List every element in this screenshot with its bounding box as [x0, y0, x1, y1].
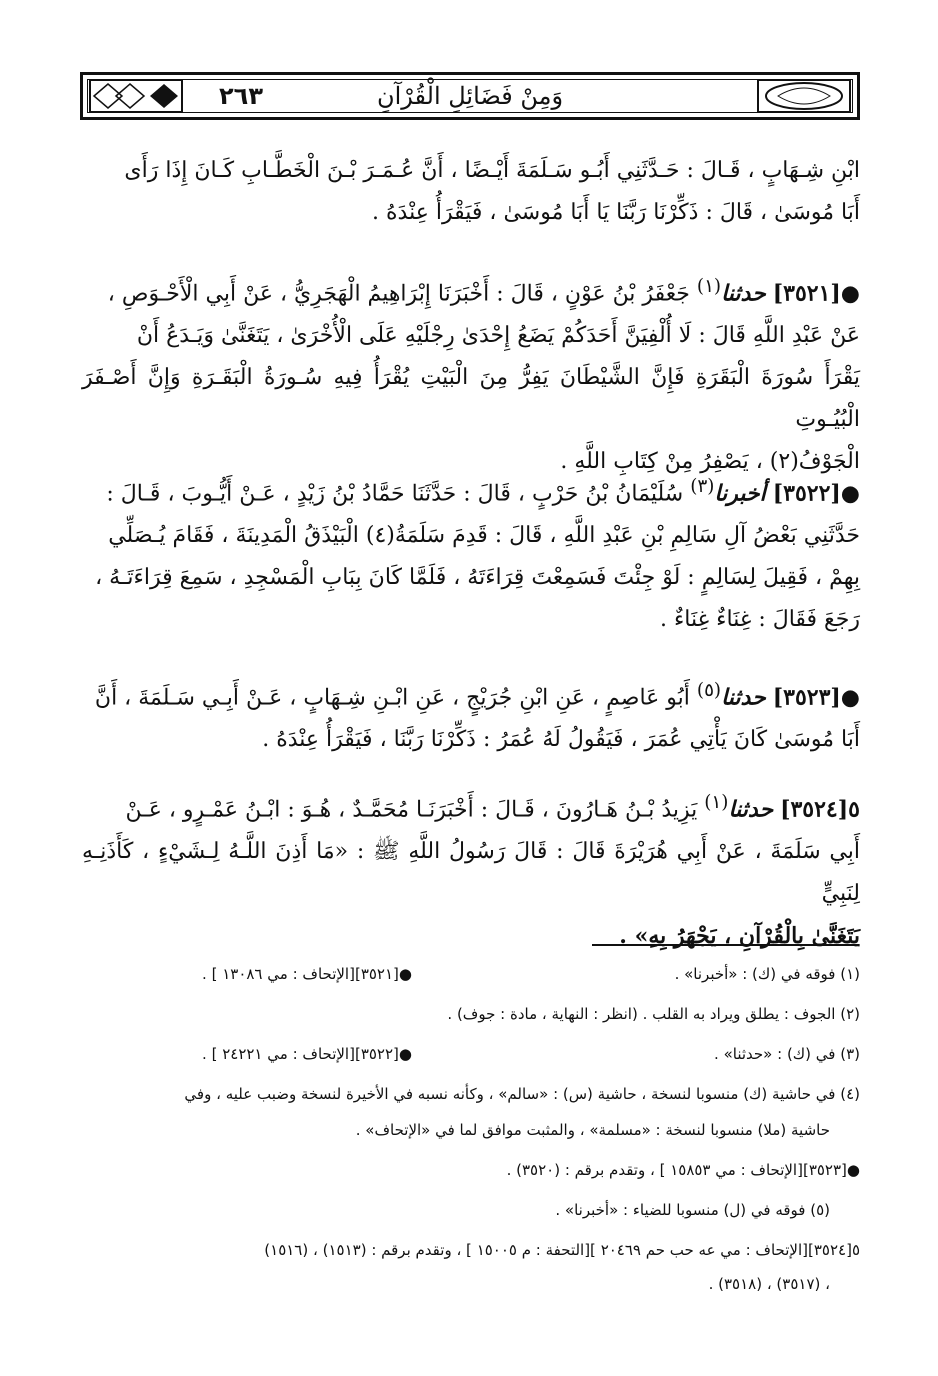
- text-line: رَجَعَ فَقَالَ : غِنَاءٌ غِنَاءٌ .: [659, 607, 860, 633]
- ornament-right-icon: [756, 78, 852, 114]
- hadith-3521: [82, 266, 860, 483]
- ornament-left-icon: [88, 78, 184, 114]
- footnote-separator: [592, 944, 858, 946]
- text-line: يَتَغَنَّىٰ بِالْقُرْآنِ ، يَجْهَرُ بِهِ» .: [619, 923, 860, 950]
- hadith-number: ●[٣٥٢٣]: [772, 684, 860, 711]
- text-line: [82, 670, 860, 719]
- transmission-label: حدثنا: [728, 796, 774, 823]
- footnote-ref-3523: ●[٣٥٢٣][الإتحاف : مي ١٥٨٥٣ ] ، وتقدم برقم : (٣٥٢٠) .: [506, 1161, 860, 1179]
- text-line: [82, 782, 860, 831]
- transmission-label: حدثنا: [721, 280, 766, 307]
- line-text: جَعْفَرُ بْنُ عَوْنٍ ، قَالَ : أَخْبَرَنَا إِبْرَاهِيمُ الْهَجَرِيُّ ، عَنْ أَبِي الْأَحْـوَصِ ،: [107, 281, 690, 307]
- footnote-mark: (١): [696, 276, 722, 297]
- text-line: حَدَّثَنِي بَعْضُ آلِ سَالِمِ بْنِ عَبْدِ اللَّهِ ، قَالَ : قَدِمَ سَلَمَةُ(٤) الْبَيْذَقُ الْمَدِينَةَ ، فَقَامَ يُـصَلِّي: [108, 523, 860, 549]
- text-line: بِهِمْ ، فَقِيلَ لِسَالِمٍ : لَوْ جِئْتَ فَسَمِعْتَ قِرَاءَتَهُ ، فَلَمَّا كَانَ بِبَابِ الْمَسْجِدِ ، سَمِعَ قِرَاءَتَـهُ ،: [95, 565, 860, 591]
- text-line: أَبَا مُوسَىٰ ، قَالَ : ذَكِّرْنَا رَبَّنَا يَا أَبَا مُوسَىٰ ، فَيَقْرَأُ عِنْدَهُ .: [372, 200, 860, 225]
- text-line: الْجَوْفُ(٢) ، يَصْفِرُ مِنْ كِتَابِ اللَّهِ .: [560, 449, 860, 475]
- footnote-mark: (٣): [690, 476, 715, 497]
- footnote-ref-3522: ●[٣٥٢٢][الإتحاف : مي ٢٤٢٢١ ] .: [202, 1045, 412, 1063]
- footnote-4-line-1: (٤) في حاشية (ك) منسوبا لنسخة ، حاشية (س) : «سالم» ، وكأنه نسبه في الأخيرة لنسخة وضبب عليه ، وفي: [184, 1085, 860, 1103]
- text-line: عَنْ عَبْدِ اللَّهِ قَالَ : لَا أُلْفِيَنَّ أَحَدَكُمْ يَضَعُ إِحْدَىٰ رِجْلَيْهِ عَلَى الْأُخْرَىٰ ، يَتَغَنَّىٰ وَيَـدَعُ أَنْ: [136, 323, 860, 349]
- text-line: ابْنِ شِـهَابٍ ، قَـالَ : حَـدَّثَنِي أَبُـو سَـلَمَةَ أَيْـضًا ، أَنَّ عُـمَـرَ بْـنَ الْخَطَّـابِ كَـانَ إِذَا رَأَى: [124, 158, 860, 183]
- hadith-3524: [82, 782, 860, 957]
- book-title: وَمِنْ فَضَائِلِ الْقُرْآنِ: [376, 82, 564, 110]
- footnote-ref-3524: ٥[٣٥٢٤][الإتحاف : مي عه حب حم ٢٠٤٦٩ ][التحفة : م ١٥٠٠٥ ] ، وتقدم برقم : (١٥١٣) ، (١٥١٦): [264, 1241, 860, 1259]
- line-text: يَزِيدُ بْـنُ هَـارُونَ ، قَـالَ : أَخْبَرَنَـا مُحَمَّـدٌ ، هُـوَ : ابْـنُ عَمْـرٍو ، عَـنْ: [125, 797, 698, 823]
- hadith-number: ●[٣٥٢٢]: [772, 480, 860, 507]
- line-text: أَبُو عَاصِمٍ ، عَنِ ابْنِ جُرَيْجٍ ، عَنِ ابْـنِ شِـهَابٍ ، عَـنْ أَبِـي سَـلَمَةَ ، أَنَّ: [94, 685, 690, 711]
- page-header: [80, 72, 860, 120]
- text-line: [82, 266, 860, 315]
- line-text: سُلَيْمَانُ بْنُ حَرْبٍ ، قَالَ : حَدَّثَنَا حَمَّادُ بْنُ زَيْدٍ ، عَـنْ أَيُّـوبَ ، قَـالَ :: [106, 481, 684, 507]
- page-number: ٢٦٣: [219, 82, 263, 110]
- hadith-3522: [82, 466, 860, 641]
- hadith-3523: [82, 670, 860, 761]
- footnote-3: (٣) في (ك) : «حدثنا» .: [714, 1045, 860, 1063]
- text-line: أَبَا مُوسَىٰ كَانَ يَأْتِي عُمَرَ ، فَيَقُولُ لَهُ عُمَرُ : ذَكِّرْنَا رَبَّنَا ، فَيَقْرَأُ عِنْدَهُ .: [262, 727, 860, 753]
- footnote-ref-3521: ●[٣٥٢١][الإتحاف : مي ١٣٠٨٦ ] .: [202, 965, 412, 983]
- footnote-mark: (٥): [696, 680, 722, 701]
- text-line: [82, 466, 860, 515]
- text-line: يَقْرَأَ سُورَةَ الْبَقَرَةِ فَإِنَّ الشَّيْطَانَ يَفِرُّ مِنَ الْبَيْتِ يُقْرَأُ فِيهِ سُـورَةُ الْبَقَـرَةِ وَإِنَّ أَصْـفَرَ الْبُيُـوتِ: [82, 365, 860, 433]
- hadith-number: ●[٣٥٢١]: [772, 280, 860, 307]
- footnote-2: (٢) الجوف : يطلق ويراد به القلب . (انظر : النهاية ، مادة : جوف) .: [447, 1005, 860, 1023]
- footnote-4-line-2: حاشية (ملا) منسوبا لنسخة : «مسلمة» ، والمثبت موافق لما في «الإتحاف» .: [355, 1121, 830, 1139]
- footnote-mark: (١): [704, 792, 729, 813]
- hadith-number: ٥[٣٥٢٤]: [780, 796, 860, 823]
- footnote-5: (٥) فوقه في (ل) منسوبا للضياء : «أخبرنا» .: [555, 1201, 830, 1219]
- text-line: أَبِي سَلَمَةَ ، عَنْ أَبِي هُرَيْرَةَ قَالَ : قَالَ رَسُولُ اللَّهِ ﷺ : «مَا أَذِنَ اللَّـهُ لِـشَيْءٍ ، كَأَذَنِـهِ لِنَبِيٍّ: [82, 839, 861, 907]
- transmission-label: أخبرنا: [714, 480, 766, 507]
- transmission-label: حدثنا: [721, 684, 766, 711]
- footnote-ref-3524-cont: ، (٣٥١٧) ، (٣٥١٨) .: [708, 1275, 830, 1293]
- footnote-1: (١) فوقه في (ك) : «أخبرنا» .: [674, 965, 860, 983]
- intro-paragraph: [82, 150, 860, 234]
